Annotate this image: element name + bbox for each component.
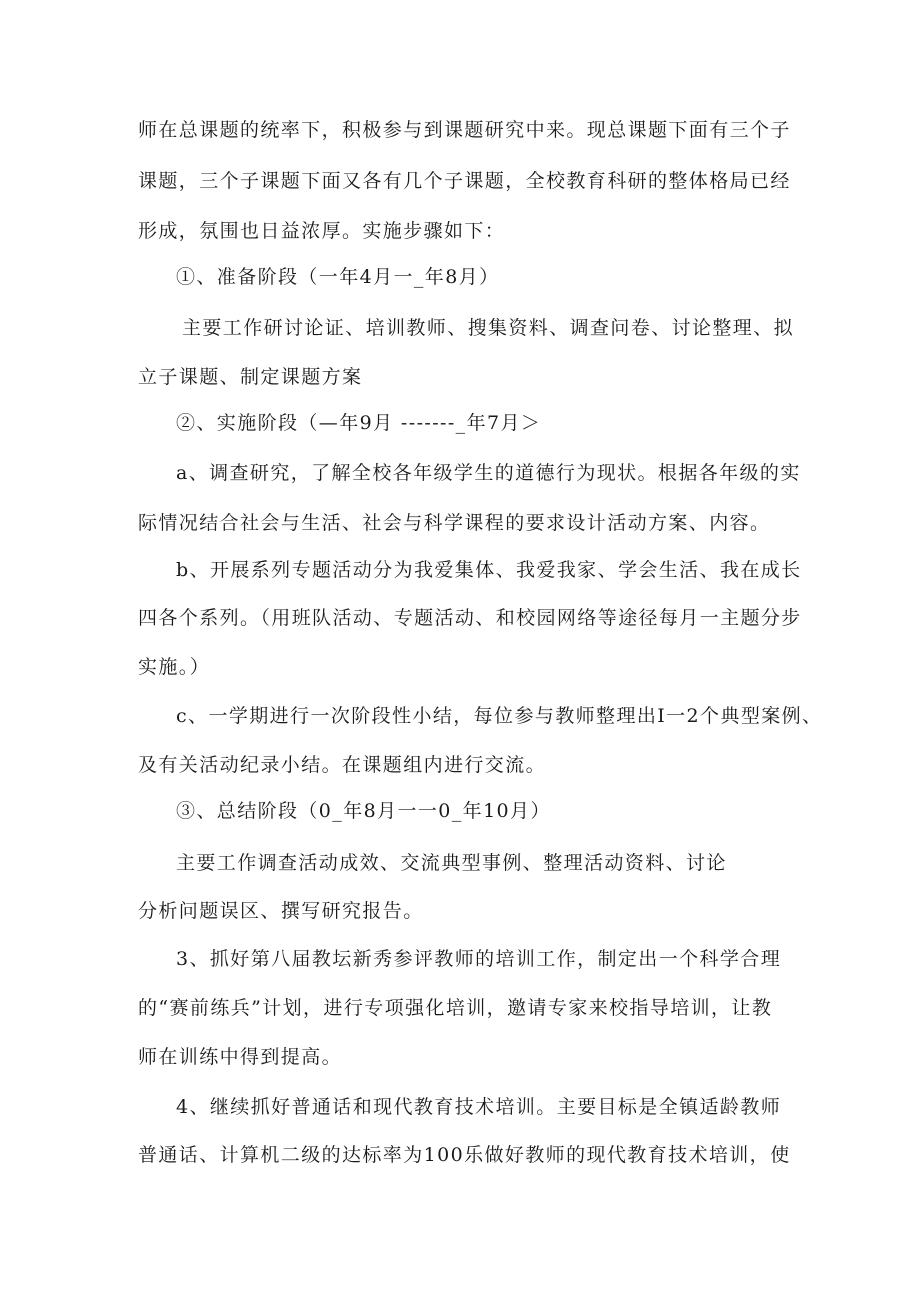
item-3-line-3: 师在训练中得到提高。: [138, 1046, 343, 1068]
text-line-3: 形成，氛围也日益浓厚。实施步骤如下：: [138, 220, 506, 242]
item-c-line-1: c、一学期进行一次阶段性小结，每位参与教师整理出I一2个典型案例、: [176, 705, 823, 727]
item-3-line-2: 的“赛前练兵”计划，进行专项强化培训，邀请专家来校指导培训，让教: [138, 997, 773, 1019]
item-b-line-2: 四各个系列。（用班队活动、专题活动、和校园网络等途径每月一主题分步: [138, 607, 802, 629]
item-4-line-1: 4、继续抓好普通话和现代教育技术培训。主要目标是全镇适龄教师: [176, 1096, 782, 1118]
text-line-17: 分析问题误区、撰写研究报告。: [138, 900, 424, 922]
item-3-line-1: 3、抓好第八届教坛新秀参评教师的培训工作，制定出一个科学合理: [176, 948, 782, 970]
text-line-16: 主要工作调查活动成效、交流典型事例、整理活动资料、讨论: [176, 852, 727, 874]
item-c-line-2: 及有关活动纪录小结。在课题组内进行交流。: [138, 754, 547, 776]
stage-1-heading: ①、准备阶段（一年4月一_年8月）: [176, 266, 500, 288]
text-line-1: 师在总课题的统率下，积极参与到课题研究中来。现总课题下面有三个子: [138, 119, 791, 141]
text-line-5: 主要工作研讨论证、培训教师、搜集资料、调查问卷、讨论整理、拟: [182, 317, 795, 339]
item-4-line-2: 普通话、计算机二级的达标率为100乐做好教师的现代教育技术培训，使: [138, 1144, 791, 1166]
text-line-6: 立子课题、制定课题方案: [138, 366, 363, 388]
item-a-line-2: 际情况结合社会与生活、社会与科学课程的要求设计活动方案、内容。: [138, 512, 771, 534]
item-b-line-3: 实施。）: [138, 656, 211, 678]
stage-3-heading: ③、总结阶段（0_年8月一一0_年10月）: [176, 800, 551, 822]
item-b-line-1: b、开展系列专题活动分为我爱集体、我爱我家、学会生活、我在成长: [176, 559, 802, 581]
item-a-line-1: a、调查研究，了解全校各年级学生的道德行为现状。根据各年级的实: [176, 462, 801, 484]
stage-2-heading: ②、实施阶段（—年9月 -------_年7月＞: [176, 412, 542, 434]
text-line-2: 课题，三个子课题下面又各有几个子课题，全校教育科研的整体格局已经: [138, 170, 791, 192]
